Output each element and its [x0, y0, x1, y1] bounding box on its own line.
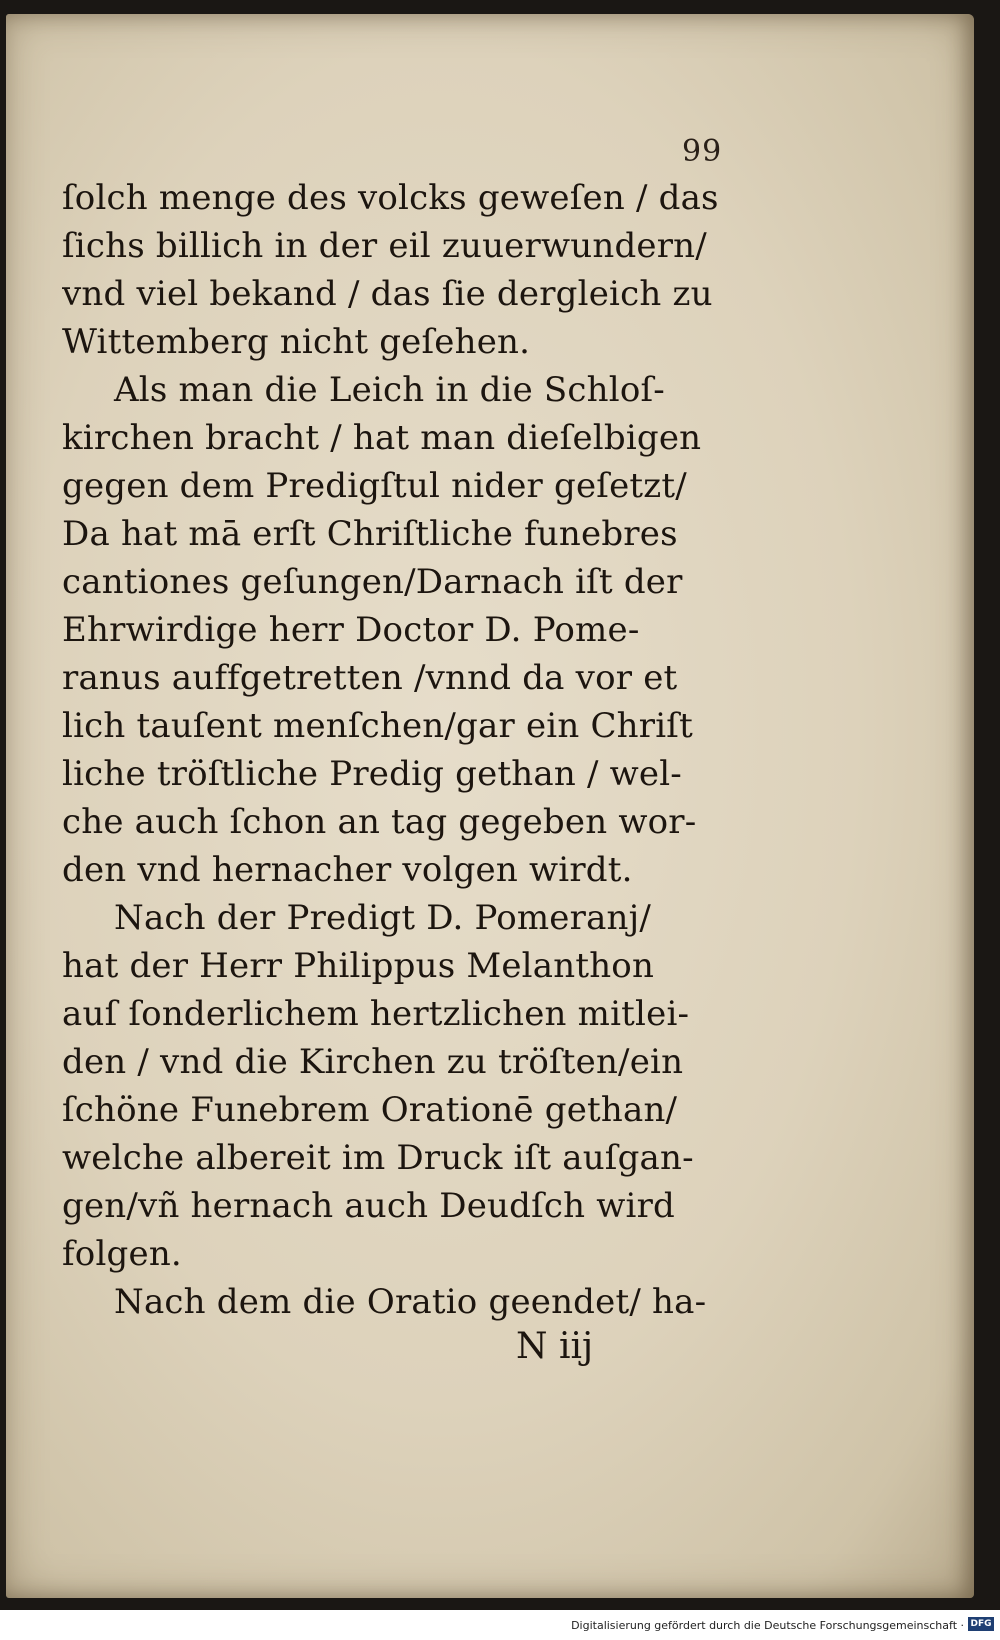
text-line: liche tröſtliche Predig gethan / wel- — [62, 754, 682, 794]
text-line: Nach dem die Oratio geendet/ ha- — [114, 1282, 707, 1322]
text-line: welche albereit im Druck iſt auſgan- — [62, 1138, 694, 1178]
text-line: gegen dem Predigſtul nider geſetzt/ — [62, 466, 687, 506]
text-line: ranus auffgetretten /vnnd da vor et — [62, 658, 678, 698]
footer-credit: Digitalisierung gefördert durch die Deutsche Forschungsgemeinschaft · — [571, 1619, 964, 1632]
page-text — [62, 174, 734, 1326]
text-line: lich tauſent menſchen/gar ein Chriſt — [62, 706, 693, 746]
text-line: Ehrwirdige herr Doctor D. Pome- — [62, 610, 640, 650]
text-line: ſolch menge des volcks geweſen / das — [62, 178, 719, 218]
text-line: Da hat mā erſt Chriſtliche funebres — [62, 514, 678, 554]
text-line: gen/vñ hernach auch Deudſch wird — [62, 1186, 676, 1226]
signature-mark: N iij — [516, 1326, 594, 1367]
text-line: kirchen bracht / hat man dieſelbigen — [62, 418, 702, 458]
text-line: auſ ſonderlichem hertzlichen mitlei- — [62, 994, 690, 1034]
text-line: Nach der Predigt D. Pomeranj/ — [114, 898, 652, 938]
text-line: Als man die Leich in die Schloſ- — [114, 370, 665, 410]
text-line: den / vnd die Kirchen zu tröſten/ein — [62, 1042, 684, 1082]
text-line: folgen. — [62, 1234, 182, 1274]
text-line: hat der Herr Philippus Melanthon — [62, 946, 655, 986]
text-line: Wittemberg nicht geſehen. — [62, 322, 531, 362]
text-line: ſichs billich in der eil zuuerwundern/ — [62, 226, 707, 266]
page-number: 99 — [682, 134, 723, 169]
text-line: vnd viel bekand / das ſie dergleich zu — [62, 274, 713, 314]
dfg-logo-icon: DFG — [968, 1617, 994, 1631]
text-line: che auch ſchon an tag gegeben wor- — [62, 802, 697, 842]
book-page — [6, 14, 974, 1598]
text-line: cantiones geſungen/Darnach iſt der — [62, 562, 683, 602]
text-line: den vnd hernacher volgen wirdt. — [62, 850, 633, 890]
text-line: ſchöne Funebrem Orationē gethan/ — [62, 1090, 678, 1130]
